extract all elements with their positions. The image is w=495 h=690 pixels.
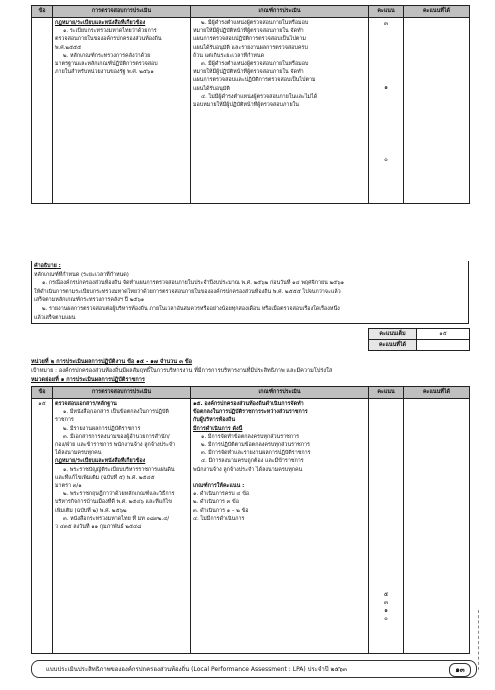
text-line: แผนการตรวจสอบปฏิบัติการตรวจสอบเป็นไปตาม [193,36,306,43]
text-line: มาตรา ๓/๑ [55,483,82,490]
text-line: แผนการตรวจสอบและปฏิบัติการตรวจสอบเป็นไปตาม [193,77,316,84]
text-line: ได้ลงนามครบทุกคน [55,450,102,457]
text-line: ๑. ระเบียบกระทรวงมหาดไทยว่าด้วยการ [63,28,157,35]
got-score-value [417,340,470,351]
law-heading: กฎหมาย/ระเบียบและหนังสือที่เกี่ยวข้อง [55,20,146,26]
description-line: ให้ดำเนินการตามระเบียบกระทรวงมหาดไทยว่าด้วยการตรวจสอบภายในขององค์กรปกครองส่วนท้องถิ่น พ.ศ. ๒๕๕๕ ไปจนกว่าจะแล้ว [34,288,341,295]
text-line: ถ้วน แต่เกินระยะเวลาที่กำหนด [193,52,265,59]
score-value: ๓ [383,599,389,606]
description-title: คำอธิบาย : [34,263,61,269]
score-summary-table [368,328,470,351]
cell-check [53,399,191,654]
cell-got [404,399,470,654]
page-footer [31,660,477,678]
text-line: แผนได้รับอนุมัติ [193,85,230,92]
cell-score [369,18,404,204]
full-score-label: คะแนนเต็ม [369,329,417,340]
text-line: ๓. ดำเนินการ ๑ – ๒ ข้อ [193,507,249,514]
page-number: ๑๓ [449,663,471,677]
text-line: ๔. มีการลงนามครบถูกต้อง และมีข้าราชการ [201,458,304,465]
unit-heading: หน่วยที่ ๒ การประเมินผลการปฏิบัติงาน ข้อ ๑๕ - ๑๗ จำนวน ๓ ข้อ [31,359,193,365]
text-line: ภายในสำหรับหน่วยงานของรัฐ พ.ศ. ๒๕๖๑ [55,69,154,76]
table-header [32,387,470,399]
cell-criteria [191,18,369,204]
table-header [32,6,470,18]
header-no: ข้อ [32,387,53,399]
text-line: ราชการ [55,417,74,424]
table-row [32,399,470,654]
description-line: แล้วเสร็จตามแผน [34,314,76,321]
text-line: ๓. มีเอกสารการลงนามของผู้อำนวยการสำนัก/ [63,433,170,440]
assessment-table-2 [31,386,470,654]
text-line: ๓. มีผู้ดำรงตำแหน่งผู้ตรวจสอบภายในหรือมอบ [201,61,309,68]
cell-criteria [191,399,369,654]
text-line: ๒. พระราชกฤษฎีกาว่าด้วยหลักเกณฑ์และวิธีการ [63,491,175,498]
text-line: ว ๔๓๕ ลงวันที่ ๑๑ กุมภาพันธ์ ๒๕๔๘ [55,524,142,531]
text-line: มาตรฐานและหลักเกณฑ์ปฏิบัติการตรวจสอบ [55,61,158,68]
text-line: ตรวจสอบภายในของอค์กรปกครองส่วนท้องถิ่น [55,36,162,43]
text-line: ๒. มีการปฏิบัติตามข้อตกลงครบทุกส่วนราชการ [201,442,310,449]
text-line: ๑. มีการจัดทำข้อตกลงครบทุกส่วนราชการ [201,433,299,440]
text-line: ๑. มีหนังสือ/เอกสาร เป็นข้อตกลงในการปฏิบัติ [63,409,169,416]
header-criteria: เกณฑ์การประเมิน [191,6,369,18]
text-line: ๒. มีผู้ดำรงตำแหน่งผู้ตรวจสอบภายในหรือมอบ [201,20,309,26]
score-value: ๐ [384,156,388,163]
unit-goal: เป้าหมาย : องค์กรปกครองส่วนท้องถิ่นมีผลสัมฤทธิ์ในการบริหารงาน ที่มีการการบริหารงานที่มีประสิทธิภาพ และมีความโปร่งใส [31,368,333,374]
text-line: หมายให้มีผู้ปฏิบัติหน้าที่ผู้ตรวจสอบภายใน จัดทำ [193,69,304,76]
action-heading: มีการดำเนินการ ดังนี้ [193,425,243,432]
footer-text: แบบประเมินประสิทธิภาพขององค์กรปกครองส่วนท้องถิ่น (Local Performance Assessment : LPA) ประจำปี ๒๕๖๓ [46,666,347,673]
text-line [193,474,366,482]
score-value: ๑ [384,607,388,614]
full-score-value: ๑๕ [417,329,470,340]
criteria-heading: กับผู้บริหารท้องถิ่น [193,417,236,424]
cell-no: ๑๕ [32,399,53,654]
header-score: คะแนน [369,6,404,18]
text-line: บริหารกิจการบ้านเมืองที่ดี พ.ศ. ๒๕๔๖ และที่แก้ไข [55,499,172,506]
text-line: พ.ศ.๒๕๕๕ [55,44,82,51]
description-line: เสร็จตามหลักเกณฑ์กระทรวงการคลังฯ ปี ๒๕๖๑ [34,297,145,304]
criteria-heading: ๑๕. องค์กรปกครองส่วนท้องถิ่นดำเนินการจัดทำ [193,401,304,407]
text-line: ๔. ไม่มีการดำเนินการ [193,515,245,522]
score-value: ๕ [383,591,389,598]
text-line: ๒. ดำเนินการ ๓ ข้อ [193,499,239,506]
text-line: และที่แก้ไขเพิ่มเติม (ฉบับที่ ๕) พ.ศ. ๒๕๔๕ [55,474,155,481]
evidence-heading: ตรวจสอบเอกสาร/หลักฐาน [55,401,117,407]
score-got-row [369,340,470,351]
text-line: ๔. ไม่มีผู้ดำรงตำแหน่งผู้ตรวจสอบภายในและไม่ได้ [201,93,318,100]
law-heading: กฎหมาย/ระเบียบและหนังสือที่เกี่ยวข้อง [55,458,146,465]
text-line: เพิ่มเติม (ฉบับที่ ๒) พ.ศ. ๒๕๖๒ [55,507,127,514]
score-full-row [369,329,470,340]
text-line: มอบหมายให้มีผู้ปฏิบัติหน้าที่ผู้ตรวจสอบภายใน [193,102,299,109]
description-line: หลักเกณฑ์ที่กำหนด (ระยะเวลาที่กำหนด) [34,271,129,278]
description-line: ๒. รายงานผลการตรวจสอบต่อผู้บริหารท้องถิ่น ภายในเวลาอันสมควรหรืออย่างน้อยทุกสองเดือน หรือเมื่อตรวจสอบเรื่องใดเรื่องหนึ่ง [42,305,340,312]
cell-got [404,18,470,204]
description-block [31,261,469,324]
text-line: ๓. หนังสือกระทรวงมหาดไทย ที่ มท ๐๘๙๒.๔/ [63,515,170,522]
header-criteria: เกณฑ์การประเมิน [191,387,369,399]
assessment-table-1 [31,5,470,204]
header-no: ข้อ [32,6,53,18]
score-value: ๓ [383,20,389,27]
cell-check [53,18,191,204]
header-check: การตรวจสอบการประเมิน [53,387,191,399]
cell-score [369,399,404,654]
criteria-heading: ข้อตกลงในการปฏิบัติราชการระหว่างส่วนราชการ [193,409,308,416]
header-got: คะแนนที่ได้ [404,6,470,18]
table-row [32,18,470,204]
description-line: ๑. กรณีองค์กรปกครองส่วนท้องถิ่น จัดทำแผนการตรวจสอบภายในประจำปีงบประมาณ พ.ศ. ๒๕๖๒ ก่อนวันที่ ๑๔ พฤศจิกายน ๒๕๖๑ [42,280,345,287]
text-line: พนักงานจ้าง ลูกจ้างประจำ ได้ลงนามครบทุกคน [193,466,303,473]
score-value: ๑ [384,84,388,91]
scoring-heading: เกณฑ์การให้คะแนน : [193,483,245,490]
header-score: คะแนน [369,387,404,399]
header-got: คะแนนที่ได้ [404,387,470,399]
got-score-label: คะแนนที่ได้ [369,340,417,351]
text-line: ๓. มีการจัดทำและรายงานผลการปฏิบัติราชการ [201,450,311,457]
text-line: หมายให้มีผู้ปฏิบัติหน้าที่ผู้ตรวจสอบภายใน จัดทำ [193,28,304,35]
page-edge-dashes [478,610,479,670]
header-check: การตรวจสอบการประเมิน [53,6,191,18]
text-line: ๒. หลักเกณฑ์กระทรวงการคลังว่าด้วย [63,52,151,59]
text-line: ๒. มีรายงานผลการปฏิบัติราชการ [63,425,141,432]
subcategory-heading: หมวดย่อยที่ ๑ การประเมินผลการปฏิบัติราชการ [31,377,145,383]
score-value: ๐ [384,615,388,622]
text-line: ๑. ดำเนินการครบ ๔ ข้อ [193,491,250,498]
cell-no [32,18,53,204]
text-line: กอง/ฝ่าย และข้าราชการ พนักงานจ้าง ลูกจ้างประจำ [55,442,176,449]
text-line: ๑. พระราชบัญญัติระเบียบบริหารราชการแผ่นดิน [63,466,175,473]
text-line: แผนได้รับอนุมัติ และรายงานผลการตรวจสอบครบ [193,44,308,51]
